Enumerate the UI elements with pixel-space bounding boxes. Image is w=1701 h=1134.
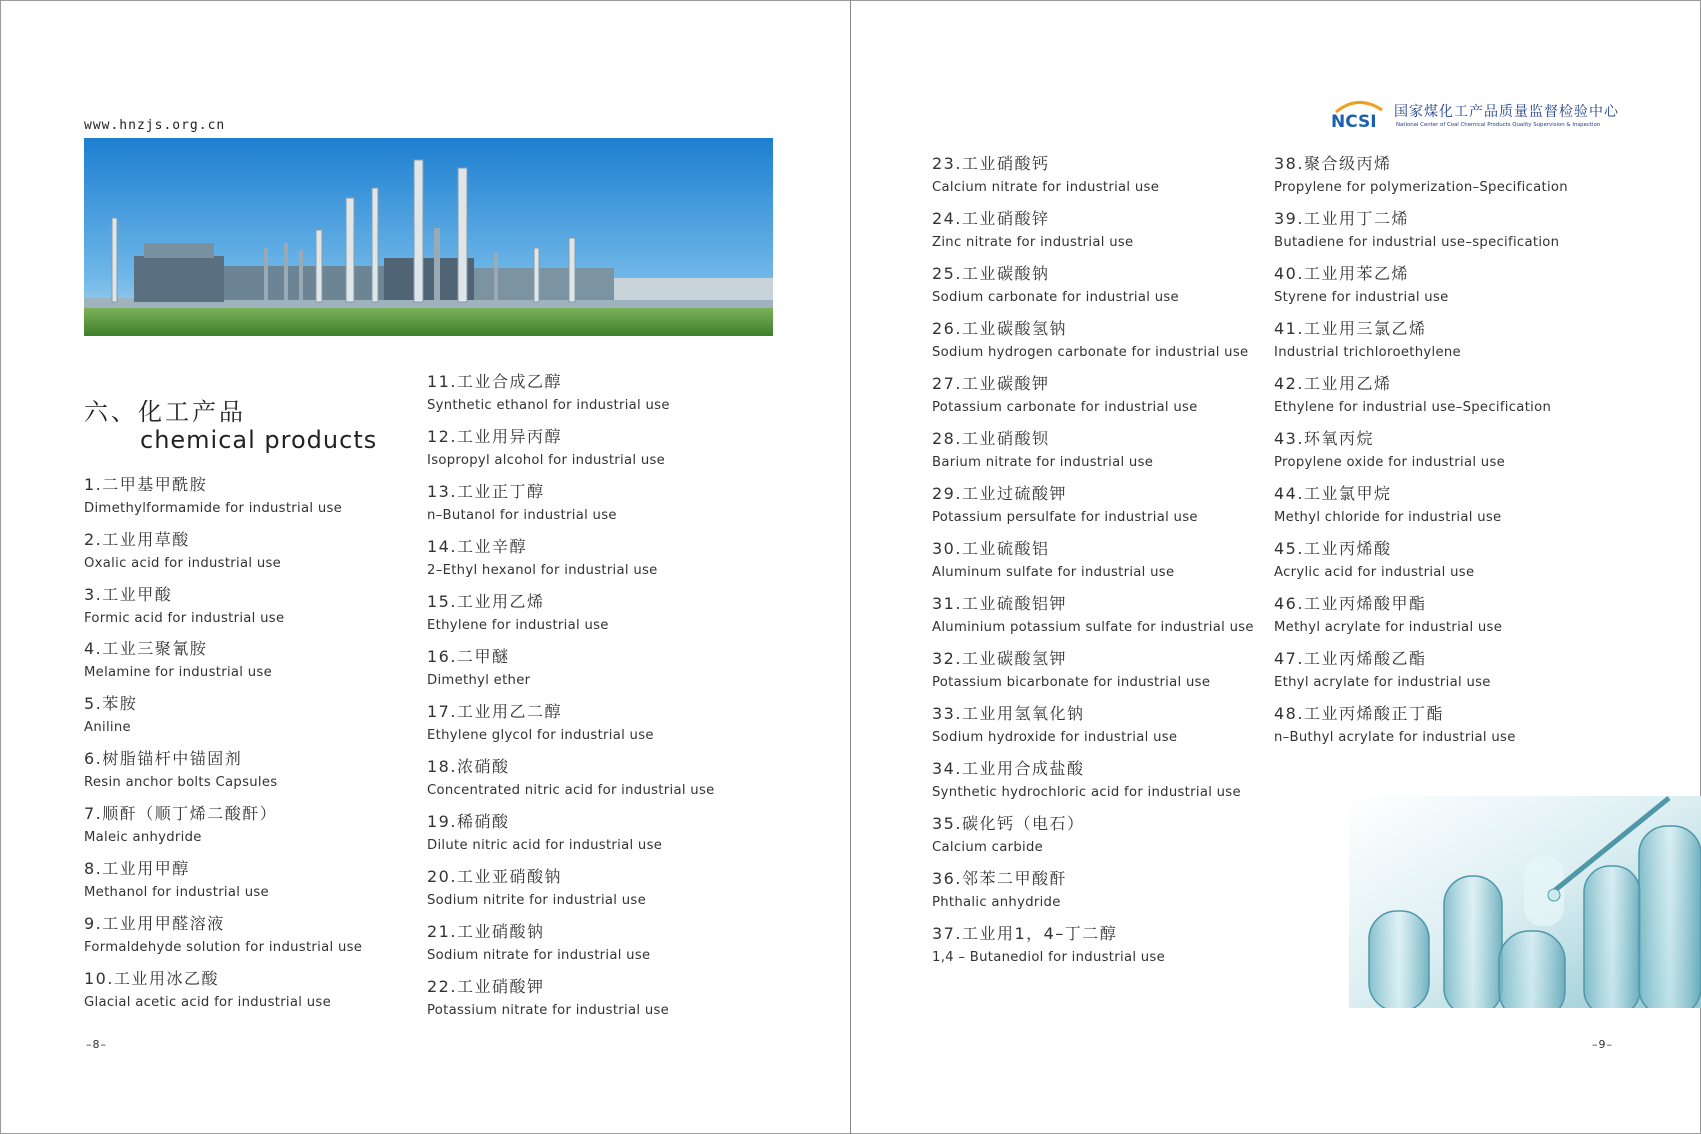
product-name-en: Sodium nitrite for industrial use: [427, 893, 647, 908]
product-name-zh: 19.稀硝酸: [427, 812, 510, 831]
product-item: [427, 479, 787, 523]
product-item: [1274, 316, 1634, 360]
product-name-en: Synthetic hydrochloric acid for industrial use: [932, 785, 1241, 800]
product-name-zh: 21.工业硝酸钠: [427, 922, 545, 941]
page-spine: [850, 0, 851, 1134]
product-item: [84, 691, 444, 735]
product-item: [1274, 646, 1634, 690]
product-item: [1274, 151, 1634, 195]
product-name-zh: 45.工业丙烯酸: [1274, 539, 1392, 558]
logo-title-en: National Center of Coal Chemical Products Quality Supervision & Inspection: [1396, 122, 1601, 128]
product-name-en: n–Buthyl acrylate for industrial use: [1274, 730, 1516, 745]
product-name-en: Formaldehyde solution for industrial use: [84, 940, 363, 955]
product-name-en: Dimethyl ether: [427, 673, 531, 688]
product-name-zh: 48.工业丙烯酸正丁酯: [1274, 704, 1444, 723]
product-item: [932, 701, 1292, 745]
product-item: [1274, 481, 1634, 525]
product-name-zh: 22.工业硝酸钾: [427, 977, 545, 996]
product-name-en: Styrene for industrial use: [1274, 290, 1449, 305]
product-item: [932, 591, 1292, 635]
product-name-zh: 18.浓硝酸: [427, 757, 510, 776]
product-item: [427, 974, 787, 1018]
page-number-right: –9–: [1592, 1038, 1613, 1051]
product-name-zh: 25.工业碳酸钠: [932, 264, 1050, 283]
product-item: [932, 536, 1292, 580]
product-item: [932, 756, 1292, 800]
product-name-zh: 47.工业丙烯酸乙酯: [1274, 649, 1427, 668]
product-name-zh: 16.二甲醚: [427, 647, 510, 666]
product-name-en: Propylene oxide for industrial use: [1274, 455, 1506, 470]
product-name-zh: 6.树脂锚杆中锚固剂: [84, 749, 243, 768]
product-item: [427, 919, 787, 963]
product-item: [84, 966, 444, 1010]
product-name-en: Dimethylformamide for industrial use: [84, 501, 343, 516]
product-item: [427, 369, 787, 413]
product-item: [932, 371, 1292, 415]
product-item: [84, 472, 444, 516]
product-name-zh: 23.工业硝酸钙: [932, 154, 1050, 173]
page-number-left: –8–: [86, 1038, 107, 1051]
product-name-en: Acrylic acid for industrial use: [1274, 565, 1475, 580]
product-name-zh: 7.顺酐（顺丁烯二酸酐）: [84, 804, 278, 823]
section-subtitle: chemical products: [140, 426, 378, 454]
product-item: [1274, 261, 1634, 305]
product-name-en: Ethylene for industrial use–Specification: [1274, 400, 1552, 415]
product-name-zh: 46.工业丙烯酸甲酯: [1274, 594, 1427, 613]
product-item: [427, 809, 787, 853]
product-item: [1274, 371, 1634, 415]
product-name-en: Methanol for industrial use: [84, 885, 269, 900]
product-name-zh: 13.工业正丁醇: [427, 482, 545, 501]
product-item: [1274, 206, 1634, 250]
product-item: [84, 746, 444, 790]
product-name-en: Isopropyl alcohol for industrial use: [427, 453, 666, 468]
product-item: [84, 856, 444, 900]
product-name-en: Sodium carbonate for industrial use: [932, 290, 1179, 305]
product-item: [84, 527, 444, 571]
product-item: [1274, 536, 1634, 580]
product-name-zh: 9.工业用甲醛溶液: [84, 914, 225, 933]
product-name-zh: 8.工业用甲醇: [84, 859, 190, 878]
product-name-zh: 1.二甲基甲酰胺: [84, 475, 208, 494]
product-item: [427, 424, 787, 468]
product-name-en: Resin anchor bolts Capsules: [84, 775, 278, 790]
product-name-zh: 41.工业用三氯乙烯: [1274, 319, 1427, 338]
product-name-zh: 2.工业用草酸: [84, 530, 190, 549]
product-name-en: Ethyl acrylate for industrial use: [1274, 675, 1491, 690]
product-name-en: Calcium carbide: [932, 840, 1044, 855]
product-name-en: Potassium persulfate for industrial use: [932, 510, 1198, 525]
product-name-en: Phthalic anhydride: [932, 895, 1061, 910]
product-item: [427, 754, 787, 798]
product-name-zh: 10.工业用冰乙酸: [84, 969, 219, 988]
product-name-zh: 39.工业用丁二烯: [1274, 209, 1409, 228]
product-name-en: Potassium nitrate for industrial use: [427, 1003, 670, 1018]
product-name-zh: 43.环氧丙烷: [1274, 429, 1374, 448]
product-name-en: Dilute nitric acid for industrial use: [427, 838, 663, 853]
product-name-en: Potassium carbonate for industrial use: [932, 400, 1198, 415]
product-item: [427, 534, 787, 578]
product-item: [932, 481, 1292, 525]
product-item: [1274, 701, 1634, 745]
product-name-en: Aluminum sulfate for industrial use: [932, 565, 1175, 580]
product-name-en: Oxalic acid for industrial use: [84, 556, 282, 571]
website-url: www.hnzjs.org.cn: [84, 118, 226, 133]
product-item: [932, 646, 1292, 690]
product-name-zh: 30.工业硫酸铝: [932, 539, 1050, 558]
product-name-zh: 29.工业过硫酸钾: [932, 484, 1067, 503]
section-title: 六、化工产品: [84, 398, 246, 426]
product-name-zh: 26.工业碳酸氢钠: [932, 319, 1067, 338]
product-name-zh: 34.工业用合成盐酸: [932, 759, 1085, 778]
industrial-plant-photo: [84, 138, 773, 336]
product-name-zh: 5.苯胺: [84, 694, 138, 713]
product-name-en: Sodium hydroxide for industrial use: [932, 730, 1178, 745]
product-name-en: 2–Ethyl hexanol for industrial use: [427, 563, 658, 578]
product-name-en: Butadiene for industrial use–specification: [1274, 235, 1560, 250]
product-name-zh: 42.工业用乙烯: [1274, 374, 1392, 393]
product-name-zh: 4.工业三聚氰胺: [84, 639, 208, 658]
product-name-zh: 3.工业甲酸: [84, 585, 173, 604]
product-item: [1274, 426, 1634, 470]
product-name-en: Ethylene for industrial use: [427, 618, 609, 633]
product-item: [84, 801, 444, 845]
product-name-zh: 17.工业用乙二醇: [427, 702, 562, 721]
product-name-en: Propylene for polymerization–Specification: [1274, 180, 1568, 195]
product-name-zh: 28.工业硝酸钡: [932, 429, 1050, 448]
ncsi-logo-icon: [1330, 100, 1386, 130]
product-item: [932, 921, 1292, 965]
product-name-zh: 27.工业碳酸钾: [932, 374, 1050, 393]
product-item: [427, 699, 787, 743]
product-name-en: Formic acid for industrial use: [84, 611, 285, 626]
product-name-en: Sodium nitrate for industrial use: [427, 948, 651, 963]
product-name-en: 1,4 – Butanediol for industrial use: [932, 950, 1166, 965]
product-name-en: Melamine for industrial use: [84, 665, 272, 680]
product-name-zh: 24.工业硝酸锌: [932, 209, 1050, 228]
product-name-en: Industrial trichloroethylene: [1274, 345, 1461, 360]
product-item: [932, 426, 1292, 470]
product-name-zh: 40.工业用苯乙烯: [1274, 264, 1409, 283]
product-item: [932, 151, 1292, 195]
product-item: [84, 636, 444, 680]
product-name-en: Synthetic ethanol for industrial use: [427, 398, 670, 413]
test-tubes-photo: [1349, 796, 1701, 1008]
product-name-zh: 14.工业辛醇: [427, 537, 527, 556]
product-name-zh: 35.碳化钙（电石）: [932, 814, 1085, 833]
ncsi-logo: [1330, 98, 1630, 134]
product-name-en: Concentrated nitric acid for industrial use: [427, 783, 715, 798]
product-item: [932, 811, 1292, 855]
product-name-zh: 44.工业氯甲烷: [1274, 484, 1392, 503]
product-item: [427, 589, 787, 633]
product-name-zh: 15.工业用乙烯: [427, 592, 545, 611]
product-item: [427, 864, 787, 908]
product-name-en: Methyl chloride for industrial use: [1274, 510, 1502, 525]
product-name-en: Sodium hydrogen carbonate for industrial use: [932, 345, 1249, 360]
product-item: [427, 644, 787, 688]
product-item: [84, 582, 444, 626]
product-name-en: Calcium nitrate for industrial use: [932, 180, 1160, 195]
product-name-en: Ethylene glycol for industrial use: [427, 728, 654, 743]
svg-text:NCSI: NCSI: [1331, 112, 1377, 130]
product-name-en: Barium nitrate for industrial use: [932, 455, 1154, 470]
product-name-zh: 36.邻苯二甲酸酐: [932, 869, 1067, 888]
product-item: [932, 206, 1292, 250]
product-name-en: Zinc nitrate for industrial use: [932, 235, 1134, 250]
product-name-zh: 38.聚合级丙烯: [1274, 154, 1392, 173]
product-name-zh: 20.工业亚硝酸钠: [427, 867, 562, 886]
product-item: [84, 911, 444, 955]
product-name-zh: 37.工业用1，4–丁二醇: [932, 924, 1118, 943]
product-name-en: Maleic anhydride: [84, 830, 202, 845]
product-name-en: Potassium bicarbonate for industrial use: [932, 675, 1211, 690]
product-name-zh: 33.工业用氢氧化钠: [932, 704, 1085, 723]
product-name-en: Methyl acrylate for industrial use: [1274, 620, 1503, 635]
product-name-zh: 31.工业硫酸铝钾: [932, 594, 1067, 613]
product-name-zh: 11.工业合成乙醇: [427, 372, 562, 391]
product-name-en: Aluminium potassium sulfate for industrial use: [932, 620, 1254, 635]
product-name-en: n–Butanol for industrial use: [427, 508, 617, 523]
product-name-zh: 32.工业碳酸氢钾: [932, 649, 1067, 668]
product-item: [932, 316, 1292, 360]
product-name-en: Glacial acetic acid for industrial use: [84, 995, 331, 1010]
logo-title-zh: 国家煤化工产品质量监督检验中心: [1394, 104, 1619, 120]
product-name-en: Aniline: [84, 720, 131, 735]
product-item: [932, 261, 1292, 305]
product-item: [932, 866, 1292, 910]
product-name-zh: 12.工业用异丙醇: [427, 427, 562, 446]
product-item: [1274, 591, 1634, 635]
